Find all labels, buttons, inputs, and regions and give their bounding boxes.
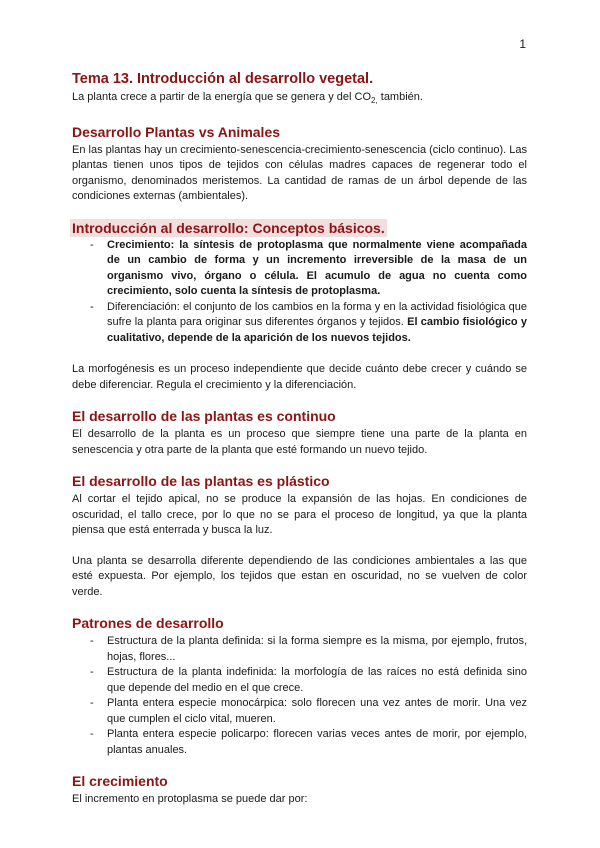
plastic-paragraph-2: Una planta se desarrolla diferente dependiendo de las condiciones ambientales a las que esté expuesta. Por ejemplo, los tejidos que estan en oscuridad, no se vuelven de color verde. xyxy=(72,554,527,598)
list-item: - Estructura de la planta indefinida: la morfología de las raíces no está definida sino que depende del medio en el que crece. xyxy=(72,665,527,696)
section-heading-plants-vs-animals: Desarrollo Plantas vs Animales xyxy=(72,123,281,140)
section-heading-plastic: El desarrollo de las plantas es plástico xyxy=(72,473,330,490)
plastic-paragraph-1: Al cortar el tejido apical, no se produce la expansión de las hojas. En condiciones de oscuridad, el tallo crece, por lo que no se para el proceso de longitud, ya que la planta piensa que está enterrada y busca la luz. xyxy=(72,493,527,537)
section-heading-basic-concepts xyxy=(72,219,527,237)
highlighted-heading: Introducción al desarrollo: Conceptos básicos. xyxy=(72,219,385,236)
section-heading-growth: El crecimiento xyxy=(72,773,168,790)
patterns-list xyxy=(72,634,527,758)
plants-vs-animals-paragraph: En las plantas hay un crecimiento-senescencia-crecimiento-senescencia (ciclo continuo). Las plantas tienen unos tipos de tejidos con células madres capaces de regenerar todo el organismo, denominados meristemos. La cantidad de ramas de un árbol depende de las condiciones externas (ambientales). xyxy=(72,143,527,203)
co2-subscript: 2, xyxy=(371,96,378,106)
list-item: - Planta entera especie policarpo: florecen varias veces antes de morir, por ejemplo, plantas anuales. xyxy=(72,727,527,758)
intro-paragraph xyxy=(72,90,527,109)
section-heading-patterns: Patrones de desarrollo xyxy=(72,615,224,632)
growth-paragraph: El incremento en protoplasma se puede dar por: xyxy=(72,793,308,806)
list-item: - Planta entera especie monocárpica: solo florecen una vez antes de morir. Una vez que cumplen el ciclo vital, mueren. xyxy=(72,696,527,727)
section-heading-continuous: El desarrollo de las plantas es continuo xyxy=(72,408,336,425)
intro-text-before: La planta crece a partir de la energía que se genera y del CO xyxy=(72,91,372,103)
list-item-diferenciacion xyxy=(72,300,527,347)
concepts-list xyxy=(72,238,527,347)
morfogenesis-paragraph: La morfogénesis es un proceso independiente que decide cuánto debe crecer y cuándo se debe diferenciar. Regula el crecimiento y la diferenciación. xyxy=(72,363,527,391)
page-number: 1 xyxy=(519,37,526,51)
diferenciacion-emphasis: El cambio fisiológico y cualitativo, depende de la aparición de los nuevos tejidos. xyxy=(107,316,527,344)
diferenciacion-definition: Diferenciación: el conjunto de los cambios en la forma y en la actividad fisiológica que sufre la planta para originar sus diferentes órganos y tejidos. xyxy=(107,300,527,329)
intro-text-after: también. xyxy=(377,91,423,103)
document-title: Tema 13. Introducción al desarrollo vegetal. xyxy=(72,71,374,87)
list-item: - Estructura de la planta definida: si la forma siempre es la misma, por ejemplo, frutos, hojas, flores... xyxy=(72,634,527,665)
crecimiento-definition: Crecimiento: la síntesis de protoplasma que normalmente viene acompañada de un cambio de forma y un incremento irreversible de la masa de un organismo vivo, órgano o célula. El acumulo de agua no cuenta como crecimiento, solo cuenta la síntesis de protoplasma. xyxy=(107,238,527,298)
document-body xyxy=(72,70,527,808)
continuous-paragraph: El desarrollo de la planta es un proceso que siempre tiene una parte de la planta en senescencia y otra parte de la planta que esté formando un nuevo tejido. xyxy=(72,428,527,456)
list-item-crecimiento xyxy=(72,238,527,300)
